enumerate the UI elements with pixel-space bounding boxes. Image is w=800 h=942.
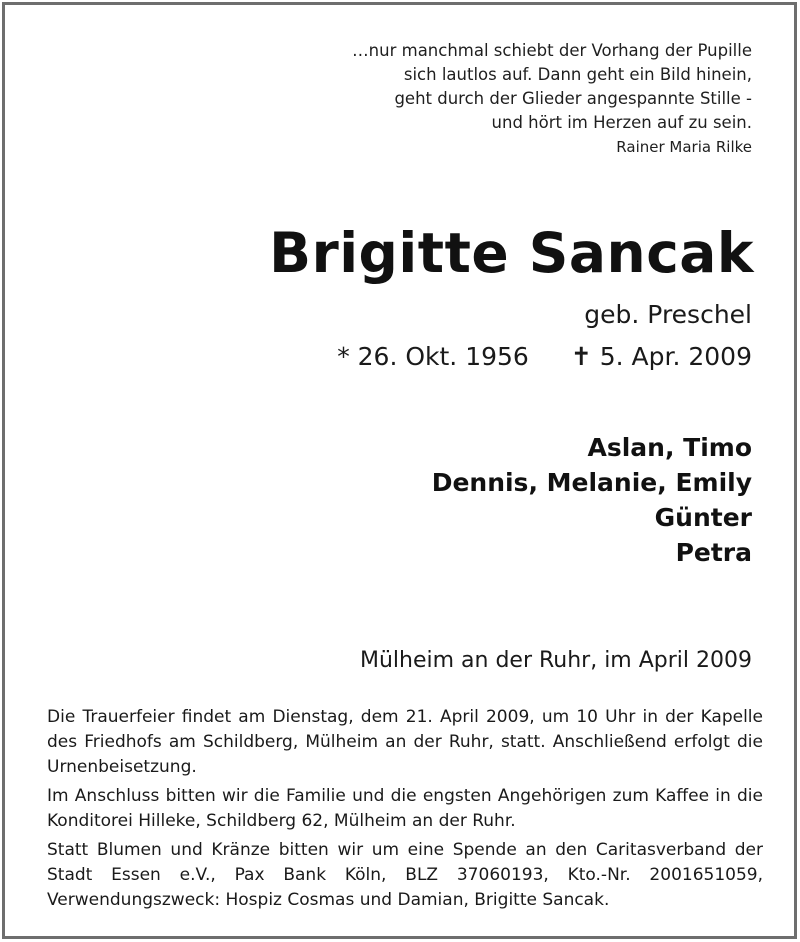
- family-line: Aslan, Timo: [587, 433, 752, 462]
- family-line: Dennis, Melanie, Emily: [431, 468, 752, 497]
- place-date: Mülheim an der Ruhr, im April 2009: [359, 648, 752, 673]
- info-paragraph-ceremony: Die Trauerfeier findet am Dienstag, dem 21. April 2009, um 10 Uhr in der Kapelle des Friedhofs am Schildberg, Mülheim an der Ruhr, statt. Anschließend erfolgt die Urnenbeisetzung.: [47, 707, 763, 777]
- deceased-name: Brigitte Sancak: [269, 221, 754, 285]
- poem-line: …nur manchmal schiebt der Vorhang der Pupille: [352, 41, 752, 60]
- funeral-info: [47, 705, 763, 917]
- info-paragraph-donation: Statt Blumen und Kränze bitten wir um eine Spende an den Caritasverband der Stadt Essen e.V., Pax Bank Köln, BLZ 37060193, Kto.-Nr. 2001651059, Verwendungszweck: Hospiz Cosmas und Damian, Brigitte Sancak.: [47, 840, 763, 910]
- poem-author: Rainer Maria Rilke: [616, 138, 752, 156]
- family-line: Günter: [654, 503, 752, 532]
- death-date: ✝ 5. Apr. 2009: [570, 342, 752, 371]
- poem-line: sich lautlos auf. Dann geht ein Bild hinein,: [403, 65, 752, 84]
- poem-line: und hört im Herzen auf zu sein.: [491, 113, 752, 132]
- birth-name: geb. Preschel: [584, 300, 752, 329]
- obituary-notice: [2, 2, 797, 939]
- birth-date: * 26. Okt. 1956: [337, 342, 529, 371]
- family-line: Petra: [675, 538, 752, 567]
- life-dates: [337, 342, 752, 371]
- poem-quote: [352, 39, 752, 135]
- family-names: [432, 430, 752, 570]
- info-paragraph-reception: Im Anschluss bitten wir die Familie und die engsten Angehörigen zum Kaffee in die Konditorei Hilleke, Schildberg 62, Mülheim an der Ruhr.: [47, 786, 763, 831]
- poem-line: geht durch der Glieder angespannte Stille -: [394, 89, 752, 108]
